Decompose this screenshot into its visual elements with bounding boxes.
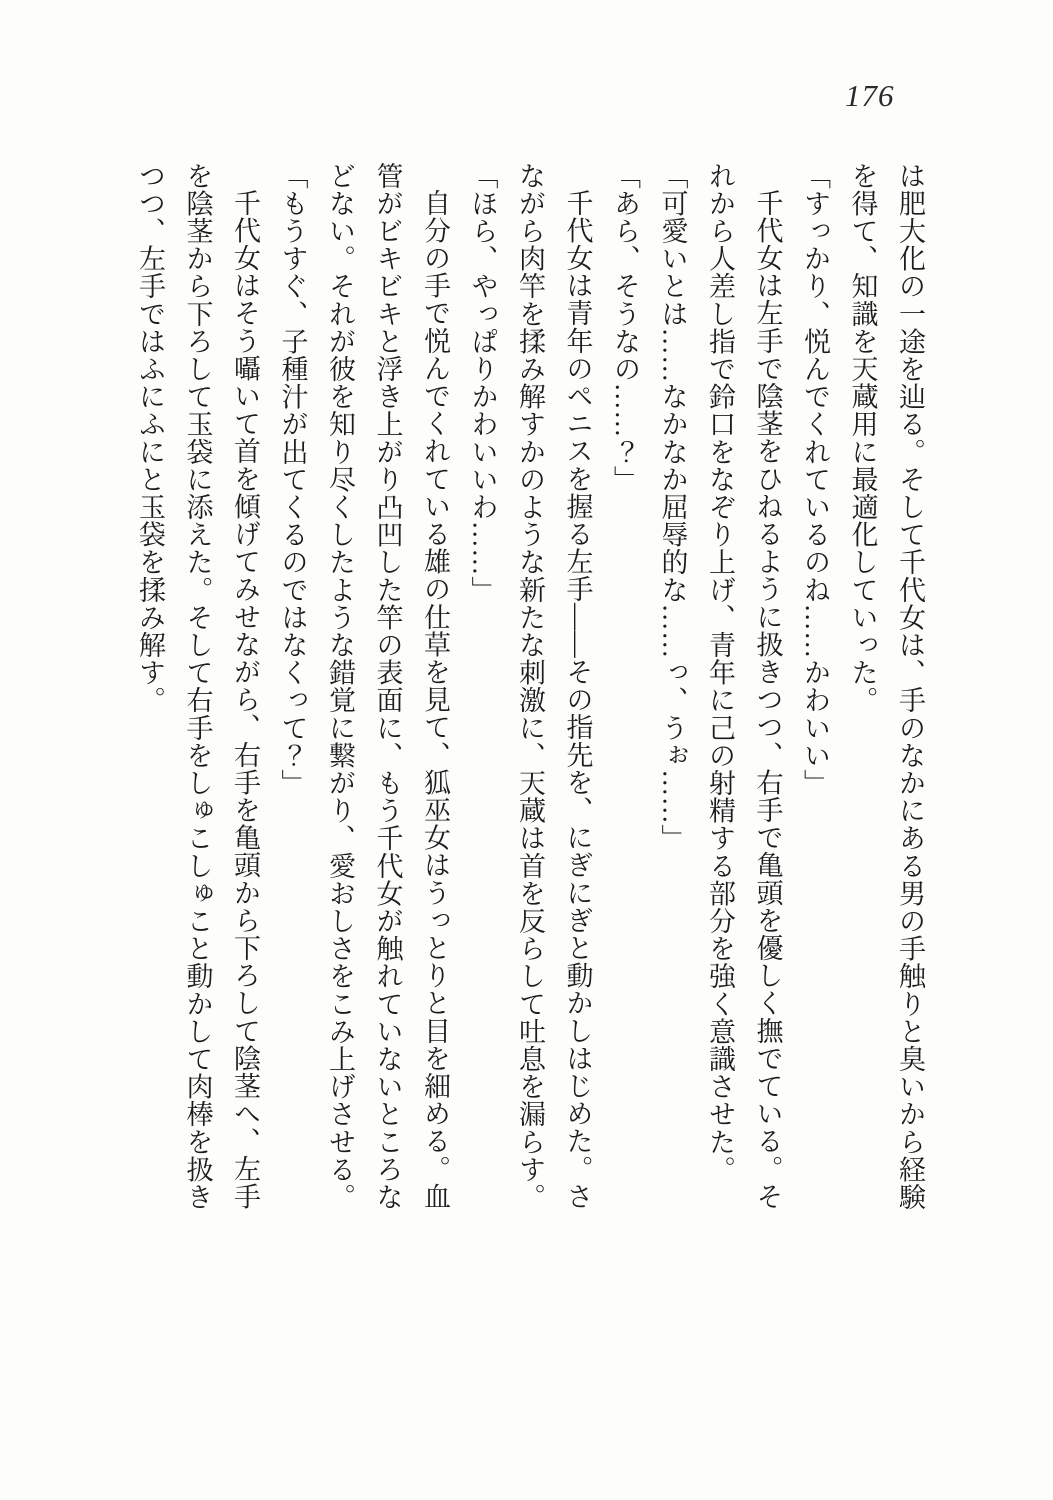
- vertical-text-block: [121, 162, 933, 1212]
- page-number: 176: [845, 78, 895, 113]
- paragraph: 「ほら、やっぱりかわいいわ……」: [467, 162, 498, 604]
- paragraph: 自分の手で悦んでくれている雄の仕草を見て、狐巫女はうっとりと目を細める。血管がビキビキと浮き上がり凸凹した竿の表面に、もう千代女が触れていないところなどない。それが彼を知り尽くしたような錯覚に繋がり、愛おしさをこみ上げさせる。: [325, 162, 450, 1211]
- paragraph: 「すっかり、悦んでくれているのね……かわいい」: [800, 162, 830, 797]
- paragraph: 「あら、そうなの……？」: [610, 162, 640, 494]
- paragraph: は肥大化の一途を辿る。そして千代女は、手のなかにある男の手触りと臭いから経験を得て、知識を天蔵用に最適化していった。: [847, 162, 925, 1211]
- paragraph: 千代女はそう囁いて首を傾げてみせながら、右手を亀頭から下ろして陰茎へ、左手を陰茎から下ろして玉袋に添えた。そして右手をしゅこしゅこと動かして肉棒を扱きつつ、左手ではふにふにと玉袋を揉み解す。: [135, 162, 260, 1211]
- paragraph: 「可愛いとは……なかなか屈辱的な……っ、うぉ……」: [657, 162, 688, 852]
- paragraph: 「もうすぐ、子種汁が出てくるのではなくって？」: [277, 162, 308, 797]
- paragraph: 千代女は青年のペニスを握る左手――その指先を、にぎにぎと動かしはじめた。さながら肉竿を揉み解すかのような新たな刺激に、天蔵は首を反らして吐息を漏らす。: [515, 162, 593, 1211]
- paragraph: 千代女は左手で陰茎をひねるように扱きつつ、右手で亀頭を優しく撫でている。それから人差し指で鈴口をなぞり上げ、青年に己の射精する部分を強く意識させた。: [705, 162, 783, 1211]
